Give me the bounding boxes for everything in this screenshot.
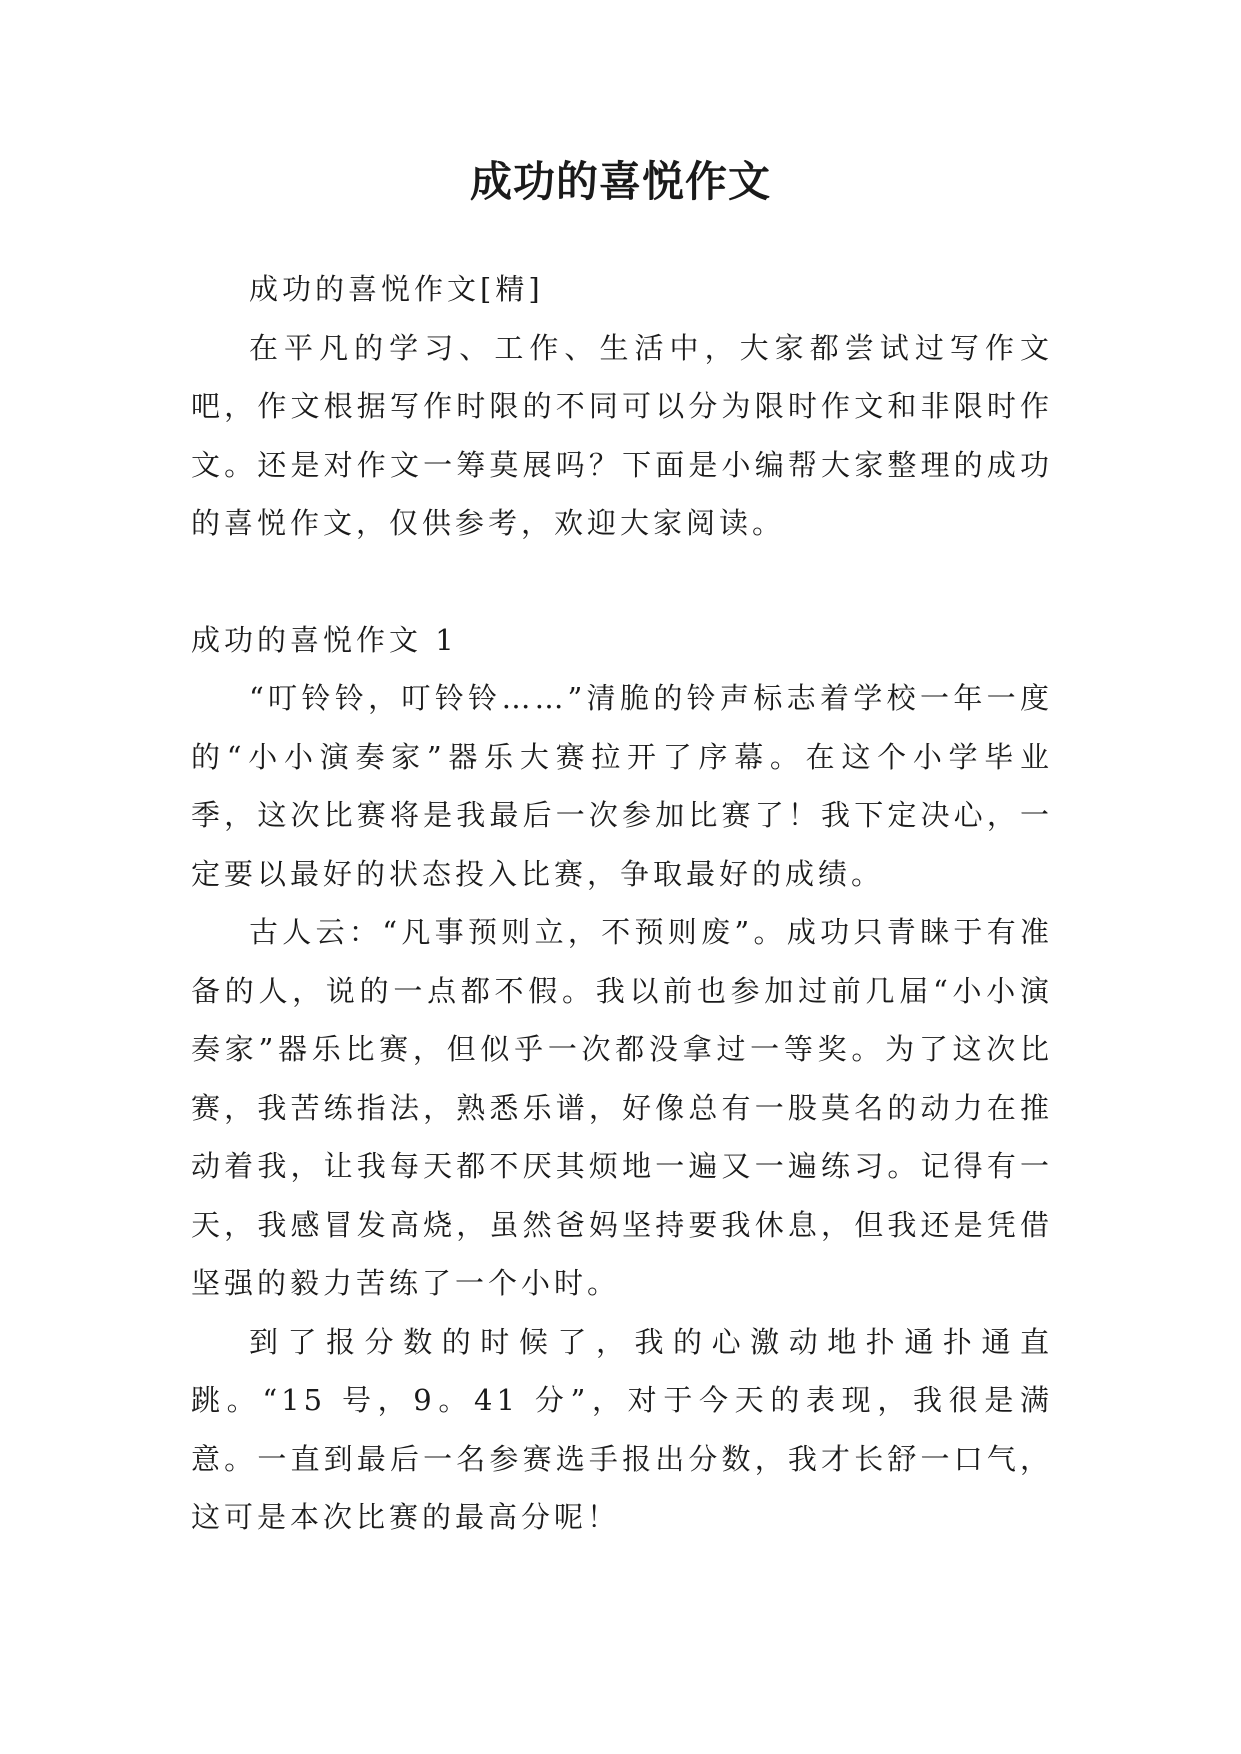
body-paragraph-2: 古人云：“凡事预则立，不预则废”。成功只青睐于有准备的人，说的一点都不假。我以前也参加过前几届“小小演奏家”器乐比赛，但似乎一次都没拿过一等奖。为了这次比赛，我苦练指法，熟悉乐谱，好像总有一股莫名的动力在推动着我，让我每天都不厌其烦地一遍又一遍练习。记得有一天，我感冒发高烧，虽然爸妈坚持要我休息，但我还是凭借坚强的毅力苦练了一个小时。 [191, 915, 1053, 1300]
section-heading: 成功的喜悦作文 1 [191, 622, 458, 657]
body-paragraph-3: 到了报分数的时候了，我的心激动地扑通扑通直跳。“15 号，9。41 分”，对于今天的表现，我很是满意。一直到最后一名参赛选手报出分数，我才长舒一口气，这可是本次比赛的最高分呢！ [191, 1324, 1053, 1534]
intro-paragraph: 在平凡的学习、工作、生活中，大家都尝试过写作文吧，作文根据写作时限的不同可以分为限时作文和非限时作文。还是对作文一筹莫展吗？下面是小编帮大家整理的成功的喜悦作文，仅供参考，欢迎大家阅读。 [191, 330, 1053, 540]
body-paragraph-1: “叮铃铃，叮铃铃……”清脆的铃声标志着学校一年一度的“小小演奏家”器乐大赛拉开了序幕。在这个小学毕业季，这次比赛将是我最后一次参加比赛了！我下定决心，一定要以最好的状态投入比赛，争取最好的成绩。 [191, 681, 1053, 891]
document-subtitle: 成功的喜悦作文[精] [249, 272, 544, 306]
document-title: 成功的喜悦作文 [469, 157, 771, 206]
document-body [191, 260, 1053, 1547]
